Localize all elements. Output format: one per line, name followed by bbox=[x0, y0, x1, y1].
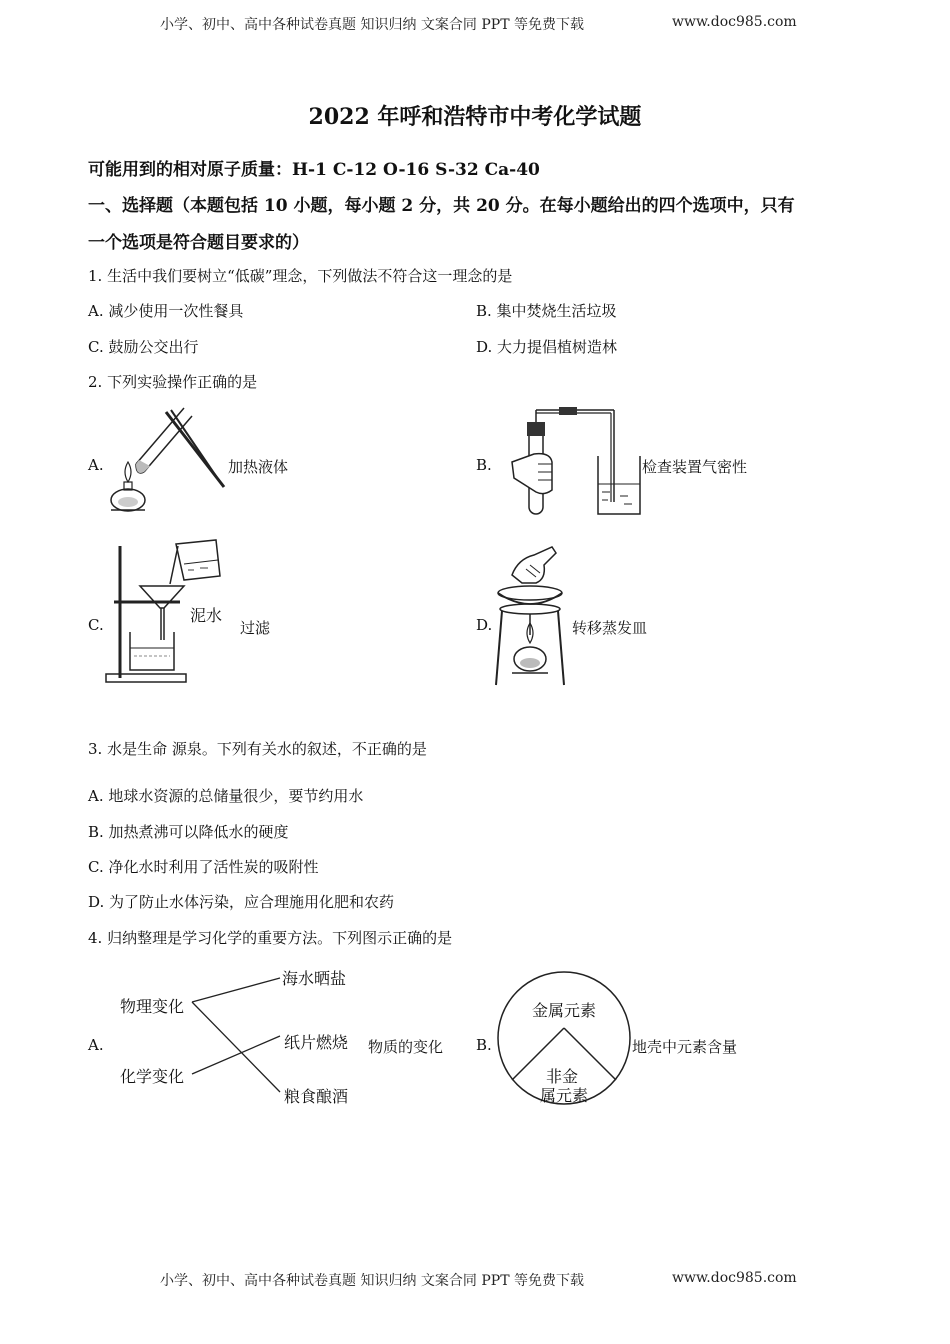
metal-elements-label: 金属元素 bbox=[532, 1001, 597, 1020]
nonmetal-label-line2: 属元素 bbox=[540, 1086, 589, 1105]
physical-change-label: 物理变化 bbox=[120, 997, 185, 1016]
heating-liquid-figure bbox=[106, 402, 226, 517]
q1-option-c[interactable]: C. 鼓励公交出行 bbox=[88, 338, 199, 356]
q1-stem: 1. 生活中我们要树立“低碳”理念，下列做法不符合这一理念的是 bbox=[88, 267, 513, 285]
q3-stem: 3. 水是生命 源泉。下列有关水的叙述，不正确的是 bbox=[88, 740, 427, 758]
q2-option-b-caption: 检查装置气密性 bbox=[642, 458, 748, 476]
item-grain-brewing: 粮食酿酒 bbox=[284, 1087, 349, 1106]
header-text: 小学、初中、高中各种试卷真题 知识归纳 文案合同 PPT 等免费下载 bbox=[160, 17, 584, 33]
section1-line2: 一个选项是符合题目要求的） bbox=[88, 233, 309, 253]
airtightness-check-figure bbox=[494, 404, 664, 522]
header-url[interactable]: www.doc985.com bbox=[672, 14, 797, 30]
section1-line1: 一、选择题（本题包括 10 小题，每小题 2 分，共 20 分。在每小题给出的四个选项中，只有 bbox=[88, 196, 795, 216]
item-seawater-salt: 海水晒盐 bbox=[282, 969, 347, 988]
q3-option-d[interactable]: D. 为了防止水体污染，应合理施用化肥和农药 bbox=[88, 893, 395, 911]
q2-option-d-caption: 转移蒸发皿 bbox=[572, 619, 648, 637]
mud-water-label: 泥水 bbox=[190, 606, 223, 625]
q3-option-a[interactable]: A. 地球水资源的总储量很少，要节约用水 bbox=[88, 787, 364, 805]
q1-option-b[interactable]: B. 集中焚烧生活垃圾 bbox=[476, 302, 617, 320]
footer-text: 小学、初中、高中各种试卷真题 知识归纳 文案合同 PPT 等免费下载 bbox=[160, 1273, 584, 1289]
q3-option-c[interactable]: C. 净化水时利用了活性炭的吸附性 bbox=[88, 858, 319, 876]
q2-option-b-letter[interactable]: B. bbox=[476, 456, 492, 474]
change-relation-lines bbox=[180, 970, 290, 1100]
q4-stem: 4. 归纳整理是学习化学的重要方法。下列图示正确的是 bbox=[88, 929, 453, 947]
q2-option-a-letter[interactable]: A. bbox=[88, 456, 104, 474]
q4-option-b-letter[interactable]: B. bbox=[476, 1036, 492, 1054]
q4-option-a-caption: 物质的变化 bbox=[368, 1038, 444, 1056]
q2-option-c-caption: 过滤 bbox=[240, 619, 271, 637]
move-evaporating-dish-figure bbox=[492, 545, 567, 690]
q4-option-a-letter[interactable]: A. bbox=[88, 1036, 104, 1054]
footer-url[interactable]: www.doc985.com bbox=[672, 1270, 797, 1286]
q2-option-a-caption: 加热液体 bbox=[228, 458, 289, 476]
atomic-masses: 可能用到的相对原子质量：H-1 C-12 O-16 S-32 Ca-40 bbox=[88, 160, 540, 180]
chemical-change-label: 化学变化 bbox=[120, 1067, 185, 1086]
q2-stem: 2. 下列实验操作正确的是 bbox=[88, 373, 258, 391]
q2-option-c-letter[interactable]: C. bbox=[88, 616, 104, 634]
q1-option-a[interactable]: A. 减少使用一次性餐具 bbox=[88, 302, 244, 320]
page-title: 2022 年呼和浩特市中考化学试题 bbox=[308, 104, 642, 130]
nonmetal-label-line1: 非金 bbox=[546, 1067, 579, 1086]
q2-option-d-letter[interactable]: D. bbox=[476, 616, 493, 634]
q3-option-b[interactable]: B. 加热煮沸可以降低水的硬度 bbox=[88, 823, 289, 841]
q1-option-d[interactable]: D. 大力提倡植树造林 bbox=[476, 338, 618, 356]
q4-option-b-caption: 地壳中元素含量 bbox=[632, 1038, 738, 1056]
item-paper-burning: 纸片燃烧 bbox=[284, 1033, 349, 1052]
